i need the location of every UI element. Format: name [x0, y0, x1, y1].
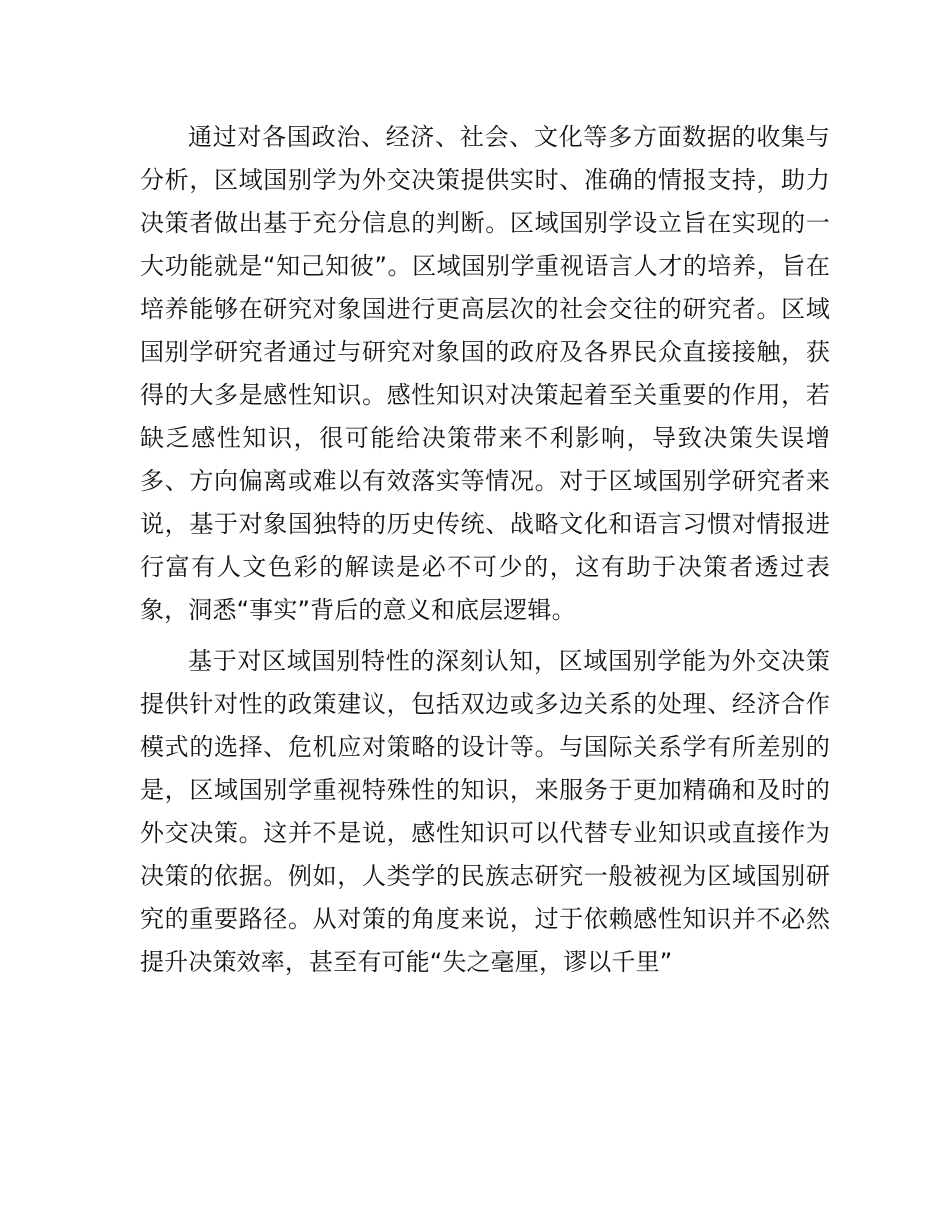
paragraph-1: 通过对各国政治、经济、社会、文化等多方面数据的收集与分析，区域国别学为外交决策提供实时、准确的情报支持，助力决策者做出基于充分信息的判断。区域国别学设立旨在实现的一大功能就是“知己知彼”。区域国别学重视语言人才的培养，旨在培养能够在研究对象国进行更高层次的社会交往的研究者。区域国别学研究者通过与研究对象国的政府及各界民众直接接触，获得的大多是感性知识。感性知识对决策起着至关重要的作用，若缺乏感性知识，很可能给决策带来不利影响，导致决策失误增多、方向偏离或难以有效落实等情况。对于区域国别学研究者来说，基于对象国独特的历史传统、战略文化和语言习惯对情报进行富有人文色彩的解读是必不可少的，这有助于决策者透过表象，洞悉“事实”背后的意义和底层逻辑。 [140, 123, 830, 624]
paragraph-2: 基于对区域国别特性的深刻认知，区域国别学能为外交决策提供针对性的政策建议，包括双边或多边关系的处理、经济合作模式的选择、危机应对策略的设计等。与国际关系学有所差别的是，区域国别学重视特殊性的知识，来服务于更加精确和及时的外交决策。这并不是说，感性知识可以代替专业知识或直接作为决策的依据。例如，人类学的民族志研究一般被视为区域国别研究的重要路径。从对策的角度来说，过于依赖感性知识并不必然提升决策效率，甚至有可能“失之毫厘，谬以千里” [140, 647, 830, 976]
document-body [140, 116, 830, 984]
